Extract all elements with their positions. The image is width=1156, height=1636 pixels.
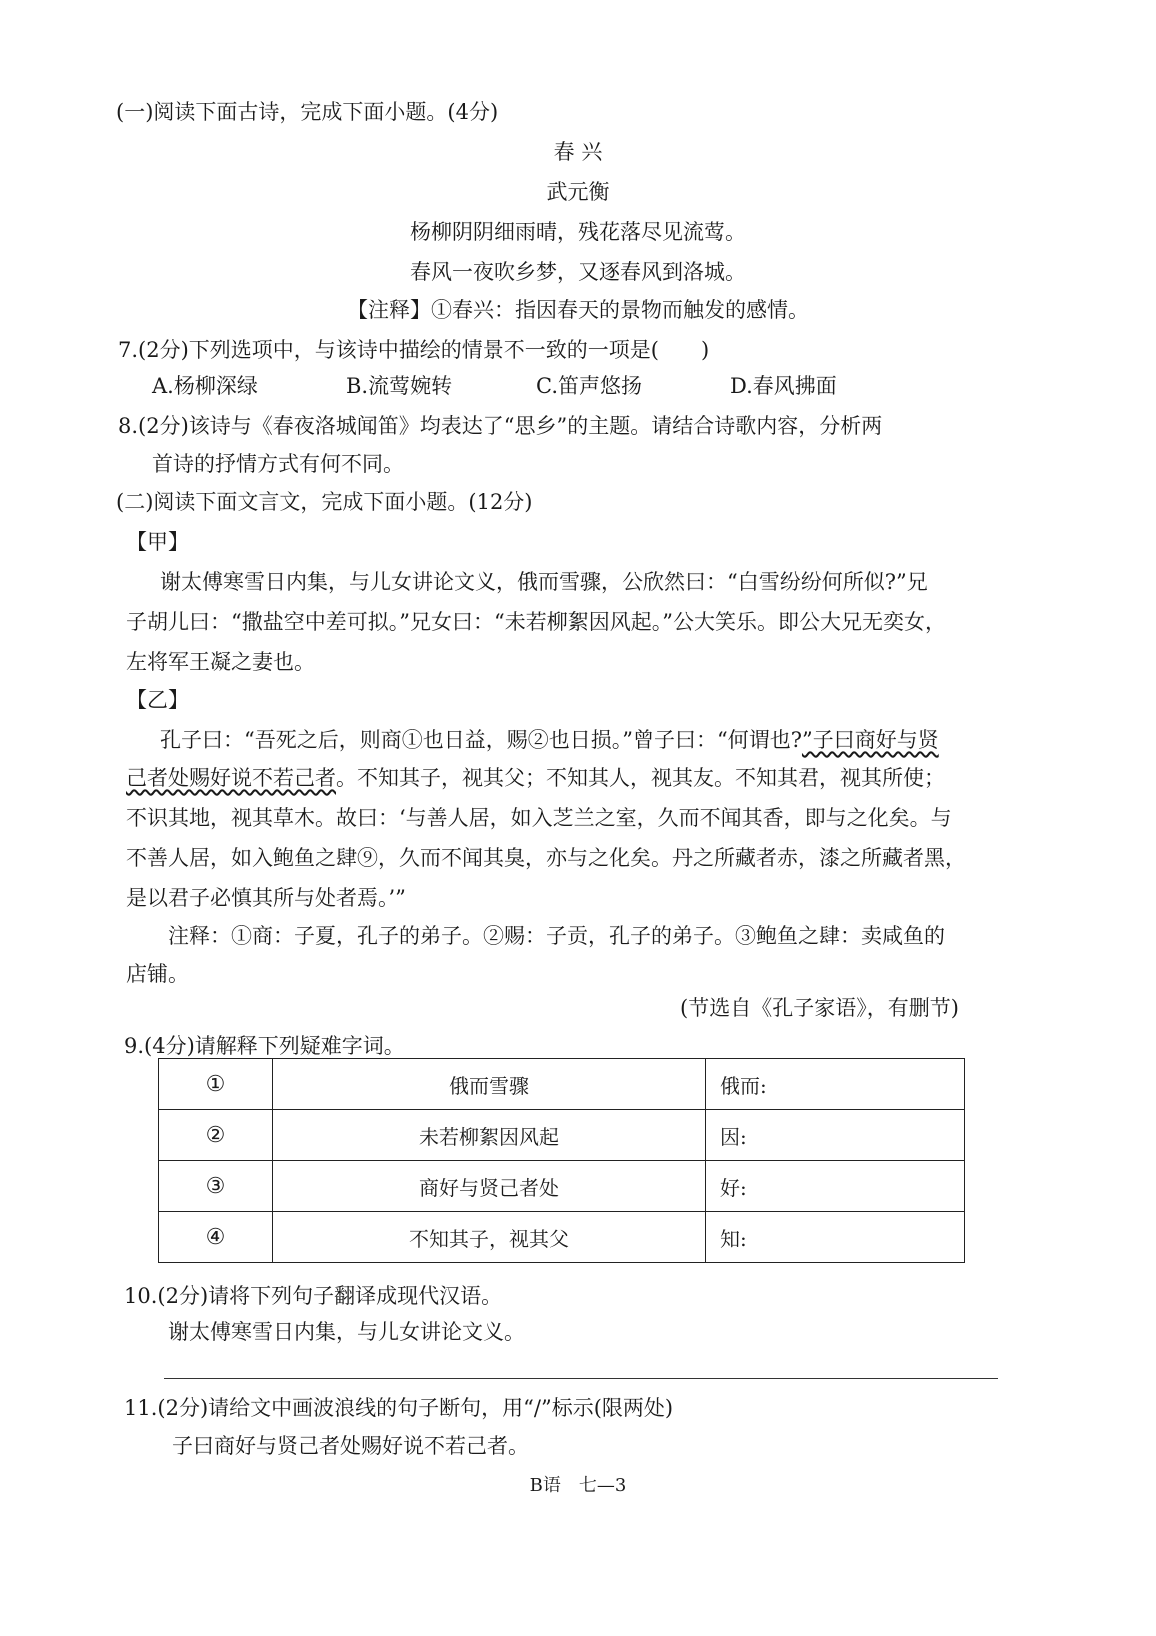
- vocab-row: [159, 1212, 965, 1263]
- vocab-row-answer-cell[interactable]: [706, 1110, 965, 1161]
- passage-yi-line-2: [126, 764, 945, 792]
- yi-line-1-plain: 孔子曰：“吾死之后，则商①也日益，赐②也日损。”曾子曰：“何谓也?: [160, 728, 802, 752]
- vocab-row-term: 知:: [720, 1226, 747, 1251]
- passage-jia-label: 【甲】: [126, 530, 189, 554]
- vocab-row-answer-cell[interactable]: [706, 1161, 965, 1212]
- q10-stem: 10.(2分)请将下列句子翻译成现代汉语。: [124, 1284, 503, 1308]
- passage-yi-line-3: 不识其地，视其草木。故曰：‘与善人居，如入芝兰之室，久而不闻其香，即与之化矣。与: [126, 806, 952, 830]
- yi-line-2-wavy-text: 己者处赐好说不若己者: [126, 766, 336, 790]
- q11-sentence: 子曰商好与贤己者处赐好说不若己者。: [172, 1434, 529, 1458]
- q11-stem: 11.(2分)请给文中画波浪线的句子断句，用“/”标示(限两处): [124, 1396, 674, 1420]
- q10-answer-line[interactable]: [164, 1378, 998, 1379]
- q7-stem: 7.(2分)下列选项中，与该诗中描绘的情景不一致的一项是( ): [118, 338, 710, 362]
- passage-notes-line-2: 店铺。: [126, 962, 189, 986]
- q8-line-1: 8.(2分)该诗与《春夜洛城闻笛》均表达了“思乡”的主题。请结合诗歌内容，分析两: [118, 414, 883, 438]
- vocab-table: [158, 1058, 965, 1263]
- vocab-row-number: ③: [159, 1161, 273, 1212]
- vocab-row-phrase: 未若柳絮因风起: [273, 1110, 706, 1161]
- passage-jia-line-2: 子胡儿曰：“撒盐空中差可拟。”兄女曰：“未若柳絮因风起。”公大笑乐。即公大兄无奕女，: [126, 610, 946, 634]
- page-footer: B语 七—3: [529, 1475, 627, 1496]
- vocab-row-term: 俄而:: [720, 1073, 767, 1098]
- yi-line-2-plain: 。不知其子，视其父；不知其人，视其友。不知其君，视其所使；: [336, 766, 945, 790]
- poem-title: 春 兴: [553, 140, 603, 164]
- passage-yi-label: 【乙】: [126, 688, 189, 712]
- vocab-row-answer-cell[interactable]: [706, 1212, 965, 1263]
- vocab-row-answer-cell[interactable]: [706, 1059, 965, 1110]
- vocab-row-term: 因:: [720, 1124, 747, 1149]
- q7-option-c: C.笛声悠扬: [536, 374, 642, 398]
- q7-option-b: B.流莺婉转: [346, 374, 453, 398]
- poem-line-1: 杨柳阴阴细雨晴，残花落尽见流莺。: [410, 220, 746, 244]
- passage-yi-line-1: [160, 726, 939, 754]
- vocab-row-number: ①: [159, 1059, 273, 1110]
- vocab-row: [159, 1059, 965, 1110]
- poem-author: 武元衡: [546, 180, 610, 204]
- q7-option-d: D.春风拂面: [730, 374, 837, 398]
- vocab-row: [159, 1161, 965, 1212]
- q8-line-2: 首诗的抒情方式有何不同。: [152, 452, 404, 476]
- passage-yi-line-5: 是以君子必慎其所与处者焉。’”: [126, 886, 406, 910]
- section2-heading: (二)阅读下面文言文，完成下面小题。(12分): [116, 490, 533, 514]
- q7-option-a: A.杨柳深绿: [152, 374, 258, 398]
- section1-heading: (一)阅读下面古诗，完成下面小题。(4分): [116, 100, 499, 124]
- passage-source: (节选自《孔子家语》，有删节): [680, 996, 959, 1020]
- q9-stem: 9.(4分)请解释下列疑难字词。: [124, 1034, 405, 1058]
- yi-line-1-wavy-text: ”子曰商好与贤: [801, 728, 939, 752]
- vocab-row-phrase: 俄而雪骤: [273, 1059, 706, 1110]
- poem-note: 【注释】①春兴：指因春天的景物而触发的感情。: [347, 298, 809, 322]
- vocab-row-number: ②: [159, 1110, 273, 1161]
- passage-jia-line-1: 谢太傅寒雪日内集，与儿女讲论文义，俄而雪骤，公欣然曰：“白雪纷纷何所似?”兄: [160, 570, 928, 594]
- passage-jia-line-3: 左将军王凝之妻也。: [126, 650, 315, 674]
- vocab-row: [159, 1110, 965, 1161]
- vocab-row-phrase: 商好与贤己者处: [273, 1161, 706, 1212]
- passage-notes-line-1: 注释：①商：子夏，孔子的弟子。②赐：子贡，孔子的弟子。③鲍鱼之肆：卖咸鱼的: [168, 924, 945, 948]
- vocab-row-term: 好:: [720, 1175, 747, 1200]
- poem-line-2: 春风一夜吹乡梦，又逐春风到洛城。: [410, 260, 746, 284]
- vocab-row-phrase: 不知其子，视其父: [273, 1212, 706, 1263]
- q10-sentence: 谢太傅寒雪日内集，与儿女讲论文义。: [168, 1320, 525, 1344]
- vocab-row-number: ④: [159, 1212, 273, 1263]
- passage-yi-line-4: 不善人居，如入鲍鱼之肆⑨，久而不闻其臭，亦与之化矣。丹之所藏者赤，漆之所藏者黑，: [126, 846, 966, 870]
